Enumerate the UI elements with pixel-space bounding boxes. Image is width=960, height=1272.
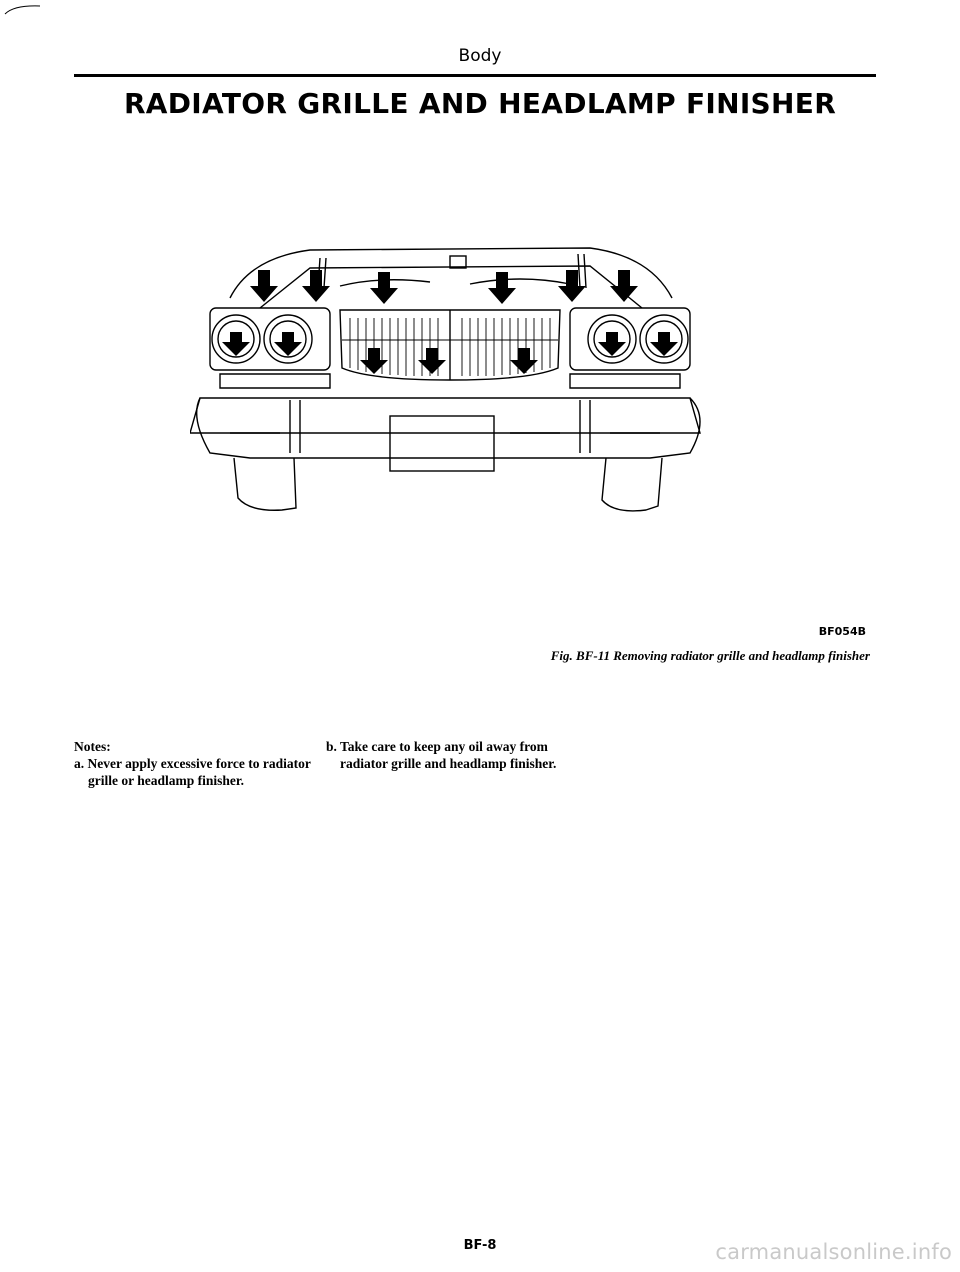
note-a: a. Never apply excessive force to radiator grille or headlamp finisher. [74,756,311,788]
grille-removal-illustration [190,228,710,528]
section-header: Body [458,46,502,66]
notes-left-column [74,738,324,789]
notes-heading: Notes: [74,739,111,754]
note-b: b. Take care to keep any oil away from radiator grille and headlamp finisher. [326,739,557,771]
notes-right-column [326,738,576,772]
figure-code: BF054B [818,625,866,638]
header-rule [74,74,876,77]
scan-corner-mark [4,2,44,16]
page-title: RADIATOR GRILLE AND HEADLAMP FINISHER [123,87,837,120]
figure-caption: Fig. BF-11 Removing radiator grille and headlamp finisher [550,648,870,663]
page-number: BF-8 [463,1238,497,1253]
watermark: carmanualsonline.info [715,1240,952,1264]
